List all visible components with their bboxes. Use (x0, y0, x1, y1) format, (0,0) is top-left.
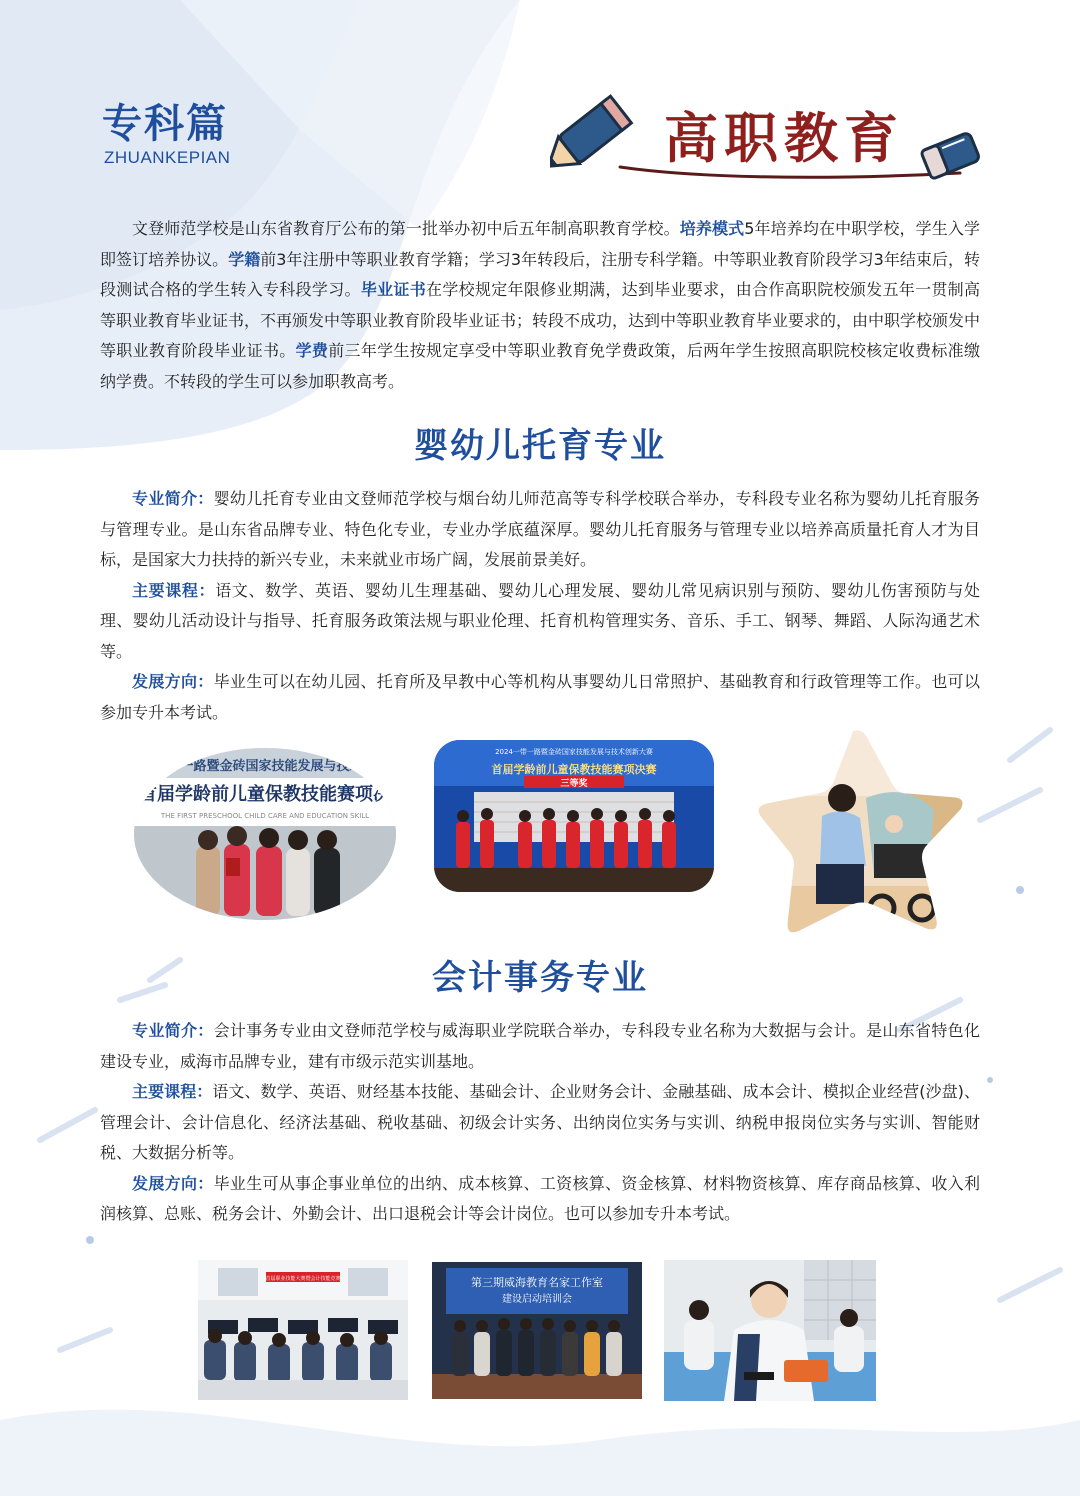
intro-text: 在学校规定年限修业期满，达到毕业要求，由合作高职院校颁发五年一贯制高等职业教育毕业证书，不再颁发中等职业教育阶段毕业证书；转段不成功，达到中等职业教育毕业要求的，由中职学校颁发中等职业教育阶段毕业证书。 (100, 280, 981, 360)
intro-keyword: 毕业证书 (360, 280, 427, 299)
major-career-text: 毕业生可以在幼儿园、托育所及早教中心等机构从事婴幼儿日常照护、基础教育和行政管理等工作。也可以参加专升本考试。 (100, 672, 980, 722)
banner-title: 高职教育 (664, 106, 904, 170)
intro-text: 前三年学生按规定享受中等职业教育免学费政策，后两年学生按照高职院校核定收费标准缴纳学费。不转段的学生可以参加职教高考。 (100, 341, 980, 391)
photo-classroom-abacus (664, 1260, 876, 1401)
photo4-banner: 首届职业技能大赛暨会计技能竞赛 (265, 1276, 341, 1282)
section-subtitle: ZHUANKEPIAN (104, 148, 231, 167)
major-courses-label: 主要课程： (132, 580, 216, 600)
major-title-childcare: 婴幼儿托育专业 (414, 426, 666, 466)
photo-competition-oval (134, 748, 396, 920)
photo5-line2: 建设启动培训会 (502, 1294, 572, 1305)
photo2-caption: 首届学龄前儿童保教技能赛项决赛 (491, 763, 657, 776)
photo-computer-lab (198, 1260, 408, 1400)
major-courses-text: 语文、数学、英语、财经基本技能、基础会计、企业财务会计、金融基础、成本会计、模拟企业经营(沙盘)、管理会计、会计信息化、经济法基础、税收基础、初级会计实务、出纳岗位实务与实训、纳税申报岗位实务与实训、智能财税、大数据分析等。 (100, 1082, 980, 1162)
photo-stroller-star (756, 726, 968, 938)
intro-keyword: 培养模式 (679, 219, 745, 238)
major-title-accounting: 会计事务专业 (432, 958, 648, 998)
major-courses (100, 1077, 980, 1169)
major-career (100, 667, 980, 728)
major-career (100, 1169, 980, 1230)
major-intro-label: 专业简介： (132, 1021, 214, 1040)
major-career-label: 发展方向： (132, 672, 214, 691)
intro-keyword: 学籍 (228, 249, 261, 269)
major-intro-label: 专业简介： (132, 489, 214, 508)
major-courses-text: 语文、数学、英语、婴幼儿生理基础、婴幼儿心理发展、婴幼儿常见病识别与预防、婴幼儿伤害预防与处理、婴幼儿活动设计与指导、托育服务政策法规与职业伦理、托育机构管理实务、音乐、手工、钢琴、舞蹈、人际沟通艺术等。 (100, 580, 980, 661)
intro-keyword: 学费 (295, 341, 329, 360)
major-block-childcare (100, 484, 980, 728)
photo5-line1: 第三期威海教育名家工作室 (471, 1276, 603, 1289)
major-intro (100, 1016, 980, 1077)
photo-award-stage (434, 740, 714, 892)
intro-text: 前3年注册中等职业教育学籍；学习3年转段后，注册专科学籍。中等职业教育阶段学习3年结束后，转段测试合格的学生转入专科段学习。 (100, 249, 980, 299)
photo1-english: THE FIRST PRESCHOOL CHILD CARE AND EDUCATION SKILL (160, 812, 370, 820)
major-intro (100, 484, 980, 576)
photo2-top-text: 2024一带一路暨金砖国家技能发展与技术创新大赛 (495, 748, 653, 756)
major-courses (100, 576, 980, 668)
intro-text: 文登师范学校是山东省教育厅公布的第一批举办初中后五年制高职教育学校。 (132, 219, 680, 238)
photo2-award: 三等奖 (560, 779, 588, 789)
photo1-top-text: 带一路暨金砖国家技能发展与技术 (167, 759, 363, 774)
intro-paragraph (100, 214, 980, 397)
major-intro-text: 婴幼儿托育专业由文登师范学校与烟台幼儿师范高等专科学校联合举办，专科段专业名称为婴幼儿托育服务与管理专业。是山东省品牌专业、特色化专业，专业办学底蕴深厚。婴幼儿托育服务与管理专业以培养高质量托育人才为目标，是国家大力扶持的新兴专业，未来就业市场广阔，发展前景美好。 (100, 489, 980, 569)
photo-training-meeting (432, 1262, 642, 1399)
major-career-label: 发展方向： (132, 1173, 214, 1193)
section-title: 专科篇 (102, 101, 228, 147)
major-block-accounting (100, 1016, 980, 1230)
major-intro-text: 会计事务专业由文登师范学校与威海职业学院联合举办，专科段专业名称为大数据与会计。是山东省特色化建设专业，威海市品牌专业，建有市级示范实训基地。 (100, 1021, 980, 1071)
major-career-text: 毕业生可从事企事业单位的出纳、成本核算、工资核算、资金核算、材料物资核算、库存商品核算、收入利润核算、总账、税务会计、外勤会计、出口退税会计等会计岗位。也可以参加专升本考试。 (100, 1173, 980, 1223)
photo1-caption: 首届学龄前儿童保教技能赛项决 (139, 784, 391, 805)
major-courses-label: 主要课程： (132, 1082, 213, 1101)
intro-text: 5年培养均在中职学校，学生入学即签订培养协议。 (100, 219, 980, 269)
